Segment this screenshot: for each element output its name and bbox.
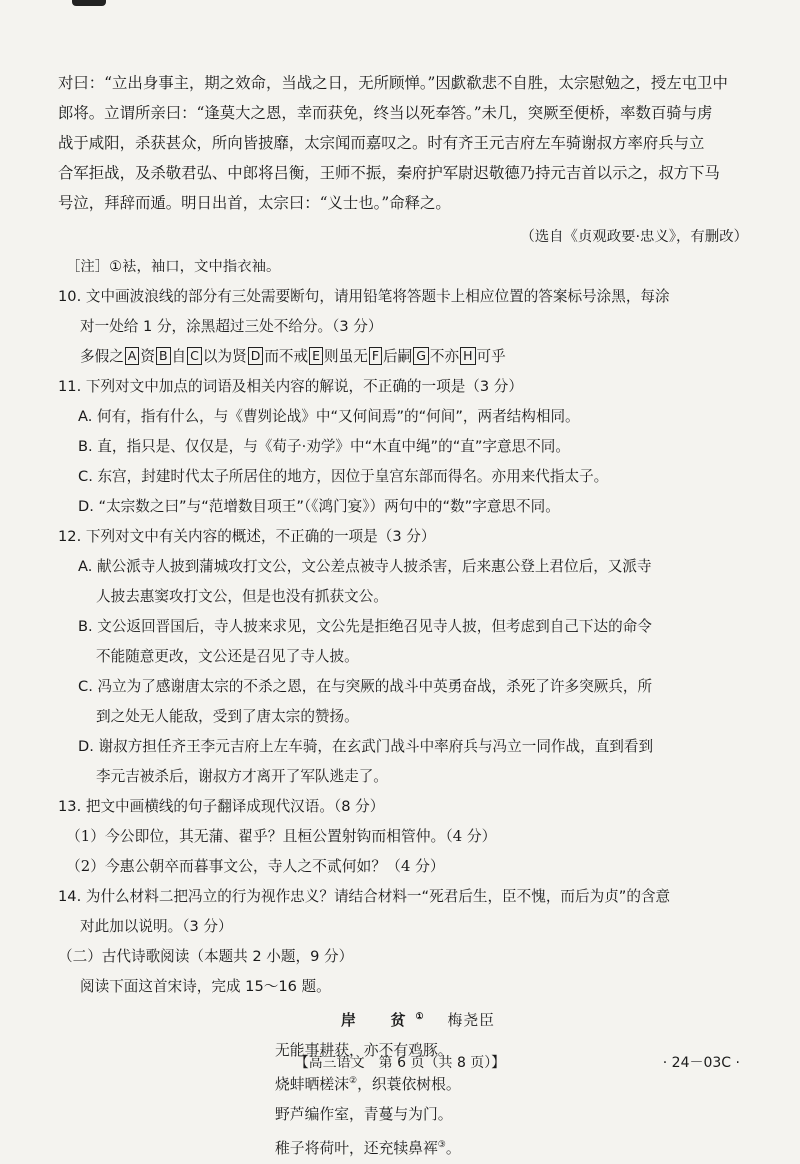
section-2 bbox=[58, 942, 748, 1002]
question-12-option-a-cont: 人披去惠窦攻打文公，但是也没有抓获文公。 bbox=[96, 588, 388, 605]
passage-line: 战于咸阳，杀获甚众，所向皆披靡，太宗闻而嘉叹之。时有齐王元吉府左车骑谢叔方率府兵与立 bbox=[58, 134, 705, 152]
question-11 bbox=[58, 372, 748, 522]
page-content bbox=[58, 68, 748, 1164]
passage-note: ［注］①袪，袖口，文中指衣袖。 bbox=[66, 259, 281, 275]
option-box-d[interactable]: D bbox=[248, 347, 264, 365]
question-12-option-c-cont: 到之处无人能敌，受到了唐太宗的赞扬。 bbox=[96, 708, 359, 725]
question-13-stem: 13. 把文中画横线的句子翻译成现代汉语。（8 分） bbox=[58, 798, 385, 815]
question-11-option-b: B. 直，指只是、仅仅是，与《荀子·劝学》中“木直中绳”的“直”字意思不同。 bbox=[78, 438, 570, 455]
question-11-option-d: D. “太宗数之曰”与“范增数目项王”（《鸿门宴》）两句中的“数”字意思不同。 bbox=[78, 498, 560, 515]
poem-title-line bbox=[88, 1002, 748, 1036]
poem-line bbox=[58, 1130, 748, 1164]
segment-text: 资 bbox=[140, 348, 155, 365]
segment-text: 多假之 bbox=[80, 348, 124, 365]
question-10 bbox=[58, 282, 748, 342]
question-11-option-a: A. 何有，指有什么，与《曹刿论战》中“又何间焉”的“何间”，两者结构相同。 bbox=[78, 408, 580, 425]
segment-text: 以为贤 bbox=[202, 348, 247, 365]
question-12-option-a: A. 献公派寺人披到蒲城攻打文公，文公差点被寺人披杀害，后来惠公登上君位后，又派寺 bbox=[78, 558, 652, 575]
binding-mark bbox=[72, 0, 106, 6]
question-14 bbox=[58, 882, 748, 942]
passage-line: 合军拒战，及杀敬君弘、中郎将吕衡，王师不振，秦府护军尉迟敬德乃持元吉首以示之，叔方下马 bbox=[58, 164, 720, 182]
option-box-a[interactable]: A bbox=[125, 347, 140, 365]
segment-text: 自 bbox=[171, 348, 187, 365]
question-11-option-c: C. 东宫，封建时代太子所居住的地方，因位于皇宫东部而得名。亦用来代指太子。 bbox=[78, 468, 609, 485]
passage-line: 郎将。立谓所亲曰：“逢莫大之恩，幸而获免，终当以死奉答。”未几，突厥至便桥，率数百骑与虏 bbox=[58, 104, 713, 122]
question-12-option-d-cont: 李元吉被杀后，谢叔方才离开了军队逃走了。 bbox=[96, 768, 388, 785]
option-box-b[interactable]: B bbox=[156, 347, 171, 365]
question-12 bbox=[58, 522, 748, 792]
option-box-h[interactable]: H bbox=[460, 347, 475, 365]
question-13-item-2: （2）今惠公朝卒而暮事文公，寺人之不贰何如？（4 分） bbox=[66, 858, 445, 875]
footer-code: · 24－03C · bbox=[662, 1055, 740, 1071]
footer-page-info: 【高三语文 第 6 页（共 8 页）】 bbox=[294, 1055, 506, 1071]
question-13-item-1: （1）今公即位，其无蒲、翟乎？且桓公置射钩而相管仲。（4 分） bbox=[66, 828, 497, 845]
question-12-option-d: D. 谢叔方担任齐王李元吉府上左车骑，在玄武门战斗中率府兵与冯立一同作战，直到看到 bbox=[78, 738, 654, 755]
question-12-option-b: B. 文公返回晋国后，寺人披来求见，文公先是拒绝召见寺人披，但考虑到自己下达的命令 bbox=[78, 618, 652, 635]
poem-line-text: 。 bbox=[445, 1140, 461, 1157]
poem-line-text: 无能事耕获，亦不有鸡豚。 bbox=[275, 1042, 453, 1059]
passage bbox=[58, 68, 748, 218]
question-10-segment-line bbox=[58, 342, 748, 372]
option-box-e[interactable]: E bbox=[309, 347, 323, 365]
question-11-stem: 11. 下列对文中加点的词语及相关内容的解说，不正确的一项是（3 分） bbox=[58, 378, 523, 395]
poem-title: 岸 贫 bbox=[341, 1012, 416, 1029]
poem-author: 梅尧臣 bbox=[447, 1012, 495, 1029]
passage-source: （选自《贞观政要·忠义》，有删改） bbox=[520, 229, 748, 245]
question-10-stem-cont: 对一处给 1 分，涂黑超过三处不给分。（3 分） bbox=[80, 318, 383, 335]
poem-note-marker: ② bbox=[349, 1076, 358, 1086]
passage-line: 号泣，拜辞而遁。明日出首，太宗曰：“义士也。”命释之。 bbox=[58, 194, 451, 212]
segment-text: 则虽无 bbox=[324, 348, 368, 365]
poem-title-note: ① bbox=[415, 1012, 434, 1022]
poem-line-text: ，织蓑依树根。 bbox=[357, 1076, 461, 1093]
option-box-g[interactable]: G bbox=[413, 347, 429, 365]
poem-line-text: 烧蚌晒槎沫 bbox=[275, 1076, 349, 1093]
segment-text: 后嗣 bbox=[383, 348, 413, 365]
segment-text: 可乎 bbox=[476, 348, 506, 365]
segment-text: 不亦 bbox=[429, 348, 460, 365]
section-2-heading: （二）古代诗歌阅读（本题共 2 小题，9 分） bbox=[58, 948, 354, 965]
poem bbox=[58, 1002, 748, 1164]
question-12-option-b-cont: 不能随意更改，文公还是召见了寺人披。 bbox=[96, 648, 359, 665]
question-12-option-c: C. 冯立为了感谢唐太宗的不杀之恩，在与突厥的战斗中英勇奋战，杀死了许多突厥兵，所 bbox=[78, 678, 653, 695]
poem-note-marker: ③ bbox=[437, 1140, 446, 1150]
option-box-f[interactable]: F bbox=[369, 347, 382, 365]
question-14-stem-cont: 对此加以说明。（3 分） bbox=[80, 918, 233, 935]
question-12-stem: 12. 下列对文中有关内容的概述，不正确的一项是（3 分） bbox=[58, 528, 436, 545]
poem-line bbox=[58, 1100, 748, 1130]
passage-line: 对曰：“立出身事主，期之效命，当战之日，无所顾惮。”因歔欷悲不自胜，太宗慰勉之，授左屯卫中 bbox=[58, 74, 728, 92]
poem-line-text: 稚子将荷叶，还充犊鼻裈 bbox=[275, 1140, 438, 1157]
segment-text: 而不戒 bbox=[264, 348, 309, 365]
option-box-c[interactable]: C bbox=[187, 347, 202, 365]
question-10-stem: 10. 文中画波浪线的部分有三处需要断句，请用铅笔将答题卡上相应位置的答案标号涂黑，每涂 bbox=[58, 288, 670, 305]
question-13 bbox=[58, 792, 748, 882]
question-14-stem: 14. 为什么材料二把冯立的行为视作忠义？请结合材料一“死君后生，臣不愧，而后为贞”的含意 bbox=[58, 888, 671, 905]
section-2-instruction: 阅读下面这首宋诗，完成 15～16 题。 bbox=[80, 978, 331, 995]
poem-line-text: 野芦编作室，青蔓与为门。 bbox=[275, 1106, 453, 1123]
